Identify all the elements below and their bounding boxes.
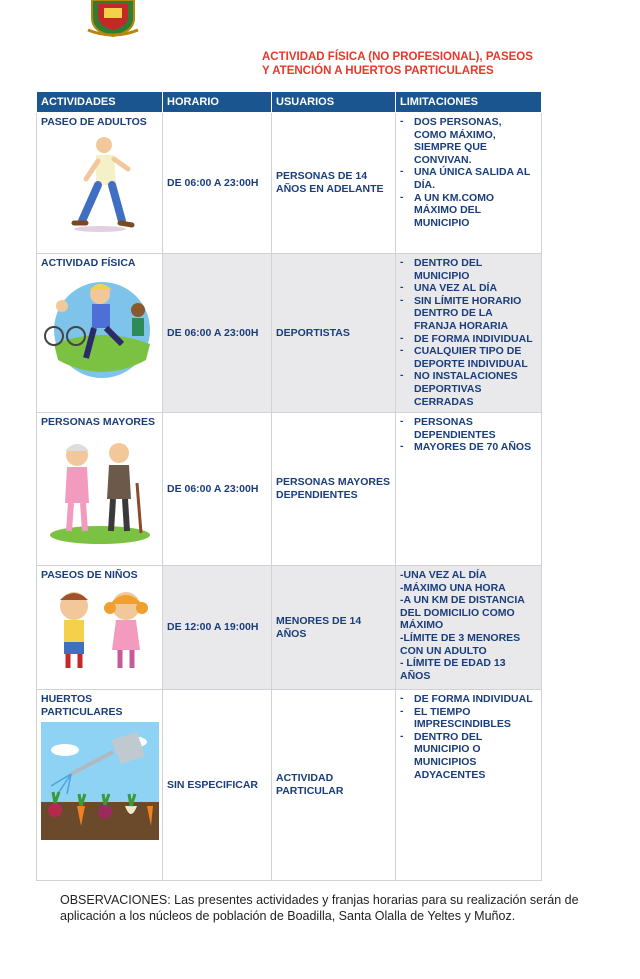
activity-cell bbox=[37, 566, 163, 690]
limitations-list bbox=[400, 569, 537, 682]
header-usuarios: USUARIOS bbox=[272, 92, 396, 113]
activity-cell bbox=[37, 113, 163, 254]
list-item: - MAYORES DE 70 AÑOS bbox=[400, 440, 532, 454]
list-item: - DOS PERSONAS, COMO MÁXIMO, SIEMPRE QUE CONVIVAN. bbox=[400, 115, 502, 166]
limitation-text: A UN KM.COMO MÁXIMO DEL MUNICIPIO bbox=[414, 191, 495, 229]
limitation-text: PERSONAS DEPENDIENTES bbox=[414, 416, 496, 441]
limitation-text: MAYORES DE 70 AÑOS bbox=[414, 441, 532, 454]
activity-label: HUERTOS PARTICULARES bbox=[41, 693, 123, 718]
list-item: - PERSONAS DEPENDIENTES bbox=[400, 415, 496, 441]
coat-of-arms-logo bbox=[84, 0, 142, 38]
limitation-text: DE FORMA INDIVIDUAL bbox=[414, 332, 533, 345]
limitation-text: NO INSTALACIONES DEPORTIVAS CERRADAS bbox=[414, 370, 518, 408]
activities-table bbox=[36, 91, 542, 881]
limitation-text: -MÁXIMO UNA HORA bbox=[400, 581, 506, 594]
usuarios-cell: DEPORTISTAS bbox=[272, 254, 396, 413]
limitation-text: -A UN KM DE DISTANCIA DEL DOMICILIO COMO MÁXIMO bbox=[400, 594, 525, 632]
limitation-text: - LÍMITE DE EDAD 13 AÑOS bbox=[400, 657, 506, 682]
table-row bbox=[37, 113, 542, 254]
usuarios-cell: PERSONAS MAYORES DEPENDIENTES bbox=[272, 413, 396, 566]
limitation-text: CUALQUIER TIPO DE DEPORTE INDIVIDUAL bbox=[414, 345, 528, 370]
table-row bbox=[37, 566, 542, 690]
horario-cell: DE 12:00 A 19:00H bbox=[163, 566, 272, 690]
limitaciones-cell bbox=[396, 254, 542, 413]
limitaciones-cell bbox=[396, 690, 542, 881]
observations-text: OBSERVACIONES: Las presentes actividades y franjas horarias para su realización serán de aplicación a los núcleos de población de Boadilla, Santa Olalla de Yeltes y Muñoz. bbox=[60, 893, 579, 923]
elderly-couple-illustration bbox=[47, 433, 153, 545]
list-item: - NO INSTALACIONES DEPORTIVAS CERRADAS bbox=[400, 369, 518, 408]
list-item: - EL TIEMPO IMPRESCINDIBLES bbox=[400, 704, 511, 731]
header-limitaciones: LIMITACIONES bbox=[396, 92, 542, 113]
limitation-text: UNA ÚNICA SALIDA AL DÍA. bbox=[414, 166, 531, 191]
list-item: - UNA ÚNICA SALIDA AL DÍA. bbox=[400, 165, 531, 191]
limitaciones-cell bbox=[396, 113, 542, 254]
table-row bbox=[37, 254, 542, 413]
title-line-2: Y ATENCIÓN A HUERTOS PARTICULARES bbox=[262, 65, 494, 77]
limitation-text: EL TIEMPO IMPRESCINDIBLES bbox=[414, 705, 511, 731]
horario-cell: DE 06:00 A 23:00H bbox=[163, 413, 272, 566]
activity-label: PASEOS DE NIÑOS bbox=[41, 569, 138, 581]
activity-label: ACTIVIDAD FÍSICA bbox=[41, 257, 136, 269]
list-item: - A UN KM.COMO MÁXIMO DEL MUNICIPIO bbox=[400, 190, 495, 229]
list-item: - CUALQUIER TIPO DE DEPORTE INDIVIDUAL bbox=[400, 344, 528, 370]
activity-cell bbox=[37, 254, 163, 413]
usuarios-cell: ACTIVIDAD PARTICULAR bbox=[272, 690, 396, 881]
activity-cell bbox=[37, 413, 163, 566]
list-item: - UNA VEZ AL DÍA bbox=[400, 281, 498, 295]
page-title bbox=[262, 50, 592, 78]
title-line-1: ACTIVIDAD FÍSICA (NO PROFESIONAL), PASEOS bbox=[262, 51, 533, 63]
horario-cell: DE 06:00 A 23:00H bbox=[163, 113, 272, 254]
activity-label: PERSONAS MAYORES bbox=[41, 416, 155, 428]
horario-cell: SIN ESPECIFICAR bbox=[163, 690, 272, 881]
limitation-text: SIN LÍMITE HORARIO DENTRO DE LA FRANJA HORARIA bbox=[414, 294, 522, 332]
garden-watering-can-illustration bbox=[41, 722, 159, 840]
walking-man-illustration bbox=[60, 133, 140, 233]
header-horario: HORARIO bbox=[163, 92, 272, 113]
list-item: - DENTRO DEL MUNICIPIO O MUNICIPIOS ADYACENTES bbox=[400, 729, 486, 781]
usuarios-cell: MENORES DE 14 AÑOS bbox=[272, 566, 396, 690]
activity-label: PASEO DE ADULTOS bbox=[41, 116, 147, 128]
list-item: - DE FORMA INDIVIDUAL bbox=[400, 331, 533, 345]
table-row bbox=[37, 413, 542, 566]
list-item: - DE FORMA INDIVIDUAL bbox=[400, 692, 533, 705]
children-illustration bbox=[42, 586, 158, 672]
limitation-text: DOS PERSONAS, COMO MÁXIMO, SIEMPRE QUE CONVIVAN. bbox=[414, 116, 502, 166]
table-row bbox=[37, 690, 542, 881]
list-item: - DENTRO DEL MUNICIPIO bbox=[400, 256, 483, 282]
limitation-text: DE FORMA INDIVIDUAL bbox=[414, 693, 533, 705]
limitation-text: -UNA VEZ AL DÍA bbox=[400, 569, 487, 581]
limitaciones-cell bbox=[396, 566, 542, 690]
limitation-text: -LÍMITE DE 3 MENORES CON UN ADULTO bbox=[400, 631, 521, 657]
exercise-people-illustration bbox=[42, 274, 158, 378]
activity-cell bbox=[37, 690, 163, 881]
table-header-row bbox=[37, 92, 542, 113]
list-item: - SIN LÍMITE HORARIO DENTRO DE LA FRANJA HORARIA bbox=[400, 293, 522, 332]
header-actividades: ACTIVIDADES bbox=[37, 92, 163, 113]
usuarios-cell: PERSONAS DE 14 AÑOS EN ADELANTE bbox=[272, 113, 396, 254]
horario-cell: DE 06:00 A 23:00H bbox=[163, 254, 272, 413]
limitation-text: DENTRO DEL MUNICIPIO bbox=[414, 257, 483, 282]
limitaciones-cell bbox=[396, 413, 542, 566]
limitation-text: UNA VEZ AL DÍA bbox=[414, 282, 498, 295]
limitation-text: DENTRO DEL MUNICIPIO O MUNICIPIOS ADYACENTES bbox=[414, 730, 486, 781]
